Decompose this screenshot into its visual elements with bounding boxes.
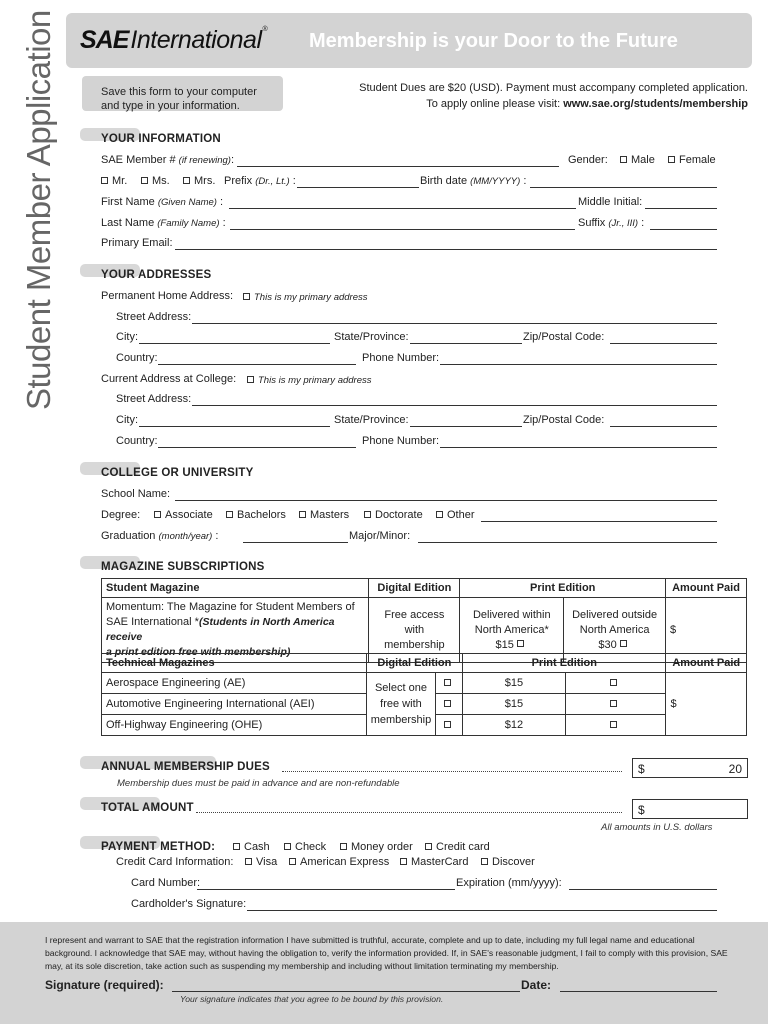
amounts-note: All amounts in U.S. dollars <box>601 822 713 833</box>
expiration-label: Expiration (mm/yyyy): <box>456 877 562 889</box>
perm-zip-label: Zip/Postal Code: <box>523 331 605 343</box>
degree-other-input[interactable] <box>481 521 717 522</box>
title-mrs-checkbox[interactable]: Mrs. <box>183 175 215 187</box>
print-edition-header: Print Edition <box>460 579 666 598</box>
school-name-label: School Name: <box>101 488 171 500</box>
email-input[interactable] <box>175 249 717 250</box>
title-mr-checkbox[interactable]: Mr. <box>101 175 127 187</box>
email-label: Primary Email: <box>101 237 173 249</box>
tech-amount[interactable]: $ <box>666 673 747 736</box>
col-city-input[interactable] <box>139 426 330 427</box>
card-number-label: Card Number: <box>131 877 201 889</box>
tech-digital-header: Digital Edition <box>366 654 462 673</box>
side-title: Student Member Application <box>20 10 57 410</box>
perm-state-label: State/Province: <box>334 331 409 343</box>
technical-magazine-table <box>101 653 747 736</box>
pay-check-checkbox[interactable]: Check <box>284 841 326 853</box>
sae-member-label: SAE Member # (if renewing): <box>101 154 234 166</box>
suffix-label: Suffix (Jr., III) : <box>578 217 645 229</box>
degree-bachelors-checkbox[interactable]: Bachelors <box>226 509 286 521</box>
first-name-label: First Name (Given Name) : <box>101 196 224 208</box>
birth-date-label: Birth date (MM/YYYY) : <box>420 175 527 187</box>
suffix-input[interactable] <box>650 229 717 230</box>
logo-international: International <box>130 26 262 54</box>
perm-street-input[interactable] <box>192 323 717 324</box>
college-heading: COLLEGE OR UNIVERSITY <box>101 467 254 479</box>
signature-label: Signature (required): <box>45 978 164 992</box>
legal-statement: I represent and warrant to SAE that the registration information I have submitted is truthful, accurate, complete and up to date, including my full legal name and educational background. I acknowledge that SAE may, without having the obligation to, verify the information provided. If, in SAE's reasonable judgment, I fail to comply with this provision, SAE may, at its sole discretion, take action such as suspending my membership and including without limitation terminating my membership. <box>45 935 728 971</box>
ohe-print-price: $12 <box>463 715 566 736</box>
col-street-input[interactable] <box>192 405 717 406</box>
col-phone-label: Phone Number: <box>362 435 440 447</box>
dues-info <box>359 80 748 112</box>
school-name-input[interactable] <box>175 500 717 501</box>
card-amex-checkbox[interactable]: American Express <box>289 856 389 868</box>
date-label: Date: <box>521 978 552 992</box>
momentum-within-na[interactable]: Delivered within North America* $15 <box>460 598 564 663</box>
prefix-label: Prefix (Dr., Lt.) : <box>224 175 296 187</box>
graduation-label: Graduation (month/year) : <box>101 530 219 542</box>
ohe-digital-checkbox[interactable] <box>436 715 463 736</box>
perm-country-label: Country: <box>116 352 158 364</box>
perm-phone-label: Phone Number: <box>362 352 440 364</box>
perm-phone-input[interactable] <box>440 364 717 365</box>
col-country-label: Country: <box>116 435 158 447</box>
date-input[interactable] <box>560 991 717 992</box>
middle-initial-label: Middle Initial: <box>578 196 643 208</box>
gender-label: Gender: <box>568 154 608 166</box>
col-country-input[interactable] <box>158 447 356 448</box>
save-form-note <box>82 76 283 111</box>
sae-member-input[interactable] <box>237 166 559 167</box>
permanent-primary-checkbox[interactable]: This is my primary address <box>243 291 368 303</box>
perm-city-label: City: <box>116 331 138 343</box>
major-label: Major/Minor: <box>349 530 411 542</box>
amount-paid-header: Amount Paid <box>666 579 747 598</box>
prefix-input[interactable] <box>297 187 419 188</box>
perm-country-input[interactable] <box>158 364 356 365</box>
card-number-input[interactable] <box>197 889 455 890</box>
gender-female-checkbox[interactable]: Female <box>668 154 716 166</box>
cc-info-label: Credit Card Information: <box>116 856 234 868</box>
card-visa-checkbox[interactable]: Visa <box>245 856 277 868</box>
degree-doctorate-checkbox[interactable]: Doctorate <box>364 509 423 521</box>
save-note-line1: Save this form to your computer <box>101 86 257 98</box>
perm-street-label: Street Address: <box>116 311 192 323</box>
total-amount-leader <box>196 812 622 813</box>
aei-print-checkbox[interactable] <box>565 694 666 715</box>
birth-date-input[interactable] <box>530 187 717 188</box>
perm-zip-input[interactable] <box>610 343 717 344</box>
tech-ae-name: Aerospace Engineering (AE) <box>102 673 367 694</box>
tech-aei-name: Automotive Engineering International (AEI) <box>102 694 367 715</box>
gender-male-checkbox[interactable]: Male <box>620 154 655 166</box>
student-magazine-header: Student Magazine <box>102 579 369 598</box>
cardholder-signature-label: Cardholder's Signature: <box>131 898 247 910</box>
title-ms-checkbox[interactable]: Ms. <box>141 175 170 187</box>
membership-url-link[interactable]: www.sae.org/students/membership <box>563 98 748 110</box>
col-zip-input[interactable] <box>610 426 717 427</box>
col-state-input[interactable] <box>410 426 522 427</box>
momentum-amount[interactable]: $ <box>666 598 747 663</box>
your-addresses-heading: YOUR ADDRESSES <box>101 269 212 281</box>
signature-note: Your signature indicates that you agree to be bound by this provision. <box>180 994 444 1004</box>
degree-masters-checkbox[interactable]: Masters <box>299 509 349 521</box>
outside-na-checkbox[interactable] <box>620 640 627 647</box>
cardholder-signature-input[interactable] <box>247 910 717 911</box>
card-mastercard-checkbox[interactable]: MasterCard <box>400 856 468 868</box>
ae-print-checkbox[interactable] <box>565 673 666 694</box>
middle-initial-input[interactable] <box>645 208 717 209</box>
major-input[interactable] <box>418 542 717 543</box>
degree-other-checkbox[interactable]: Other <box>436 509 475 521</box>
magazine-heading: MAGAZINE SUBSCRIPTIONS <box>101 561 265 573</box>
signature-input[interactable] <box>172 991 520 992</box>
college-address-label: Current Address at College: <box>101 373 237 385</box>
save-note-line2: and type in your information. <box>101 100 240 112</box>
tech-amount-header: Amount Paid <box>666 654 747 673</box>
col-city-label: City: <box>116 414 138 426</box>
expiration-input[interactable] <box>569 889 717 890</box>
pay-cash-checkbox[interactable]: Cash <box>233 841 270 853</box>
logo-trademark: ® <box>262 26 268 33</box>
col-state-label: State/Province: <box>334 414 409 426</box>
ae-print-price: $15 <box>463 673 566 694</box>
payment-method-label: PAYMENT METHOD: <box>101 841 216 853</box>
momentum-description: Momentum: The Magazine for Student Members of SAE International *(Students in North America receive a print edition free with membership) <box>102 598 369 663</box>
within-na-checkbox[interactable] <box>517 640 524 647</box>
sae-logo <box>80 26 268 56</box>
logo-sae: SAE <box>80 26 129 54</box>
annual-dues-label: ANNUAL MEMBERSHIP DUES <box>101 761 270 773</box>
annual-dues-note: Membership dues must be paid in advance and are non-refundable <box>117 778 400 789</box>
tech-print-header: Print Edition <box>463 654 666 673</box>
annual-dues-leader <box>282 771 622 772</box>
permanent-address-label: Permanent Home Address: <box>101 290 234 302</box>
aei-digital-checkbox[interactable] <box>436 694 463 715</box>
select-one-free: Select one free with membership <box>366 673 436 736</box>
apply-online-text: To apply online please visit: <box>426 98 564 110</box>
college-primary-checkbox[interactable]: This is my primary address <box>247 374 372 386</box>
student-magazine-table <box>101 578 747 663</box>
momentum-digital: Free access with membership <box>369 598 460 663</box>
tech-ohe-name: Off-Highway Engineering (OHE) <box>102 715 367 736</box>
col-street-label: Street Address: <box>116 393 192 405</box>
total-amount-box[interactable]: $ <box>632 799 748 819</box>
last-name-input[interactable] <box>230 229 575 230</box>
perm-state-input[interactable] <box>410 343 522 344</box>
graduation-input[interactable] <box>243 542 348 543</box>
col-zip-label: Zip/Postal Code: <box>523 414 605 426</box>
card-discover-checkbox[interactable]: Discover <box>481 856 535 868</box>
first-name-input[interactable] <box>229 208 576 209</box>
last-name-label: Last Name (Family Name) : <box>101 217 226 229</box>
momentum-outside-na[interactable]: Delivered outside North America $30 <box>564 598 666 663</box>
your-information-heading: YOUR INFORMATION <box>101 133 221 145</box>
annual-dues-box[interactable]: $ 20 <box>632 758 748 778</box>
ohe-print-checkbox[interactable] <box>565 715 666 736</box>
pay-credit-card-checkbox[interactable]: Credit card <box>425 841 490 853</box>
dues-line: Student Dues are $20 (USD). Payment must accompany completed application. <box>359 82 748 94</box>
tagline: Membership is your Door to the Future <box>309 30 678 52</box>
ae-digital-checkbox[interactable] <box>436 673 463 694</box>
degree-label: Degree: <box>101 509 141 521</box>
technical-magazines-header: Technical Magazines <box>102 654 367 673</box>
perm-city-input[interactable] <box>139 343 330 344</box>
aei-print-price: $15 <box>463 694 566 715</box>
pay-money-order-checkbox[interactable]: Money order <box>340 841 413 853</box>
digital-edition-header: Digital Edition <box>369 579 460 598</box>
col-phone-input[interactable] <box>440 447 717 448</box>
degree-associate-checkbox[interactable]: Associate <box>154 509 213 521</box>
total-amount-label: TOTAL AMOUNT <box>101 802 194 814</box>
